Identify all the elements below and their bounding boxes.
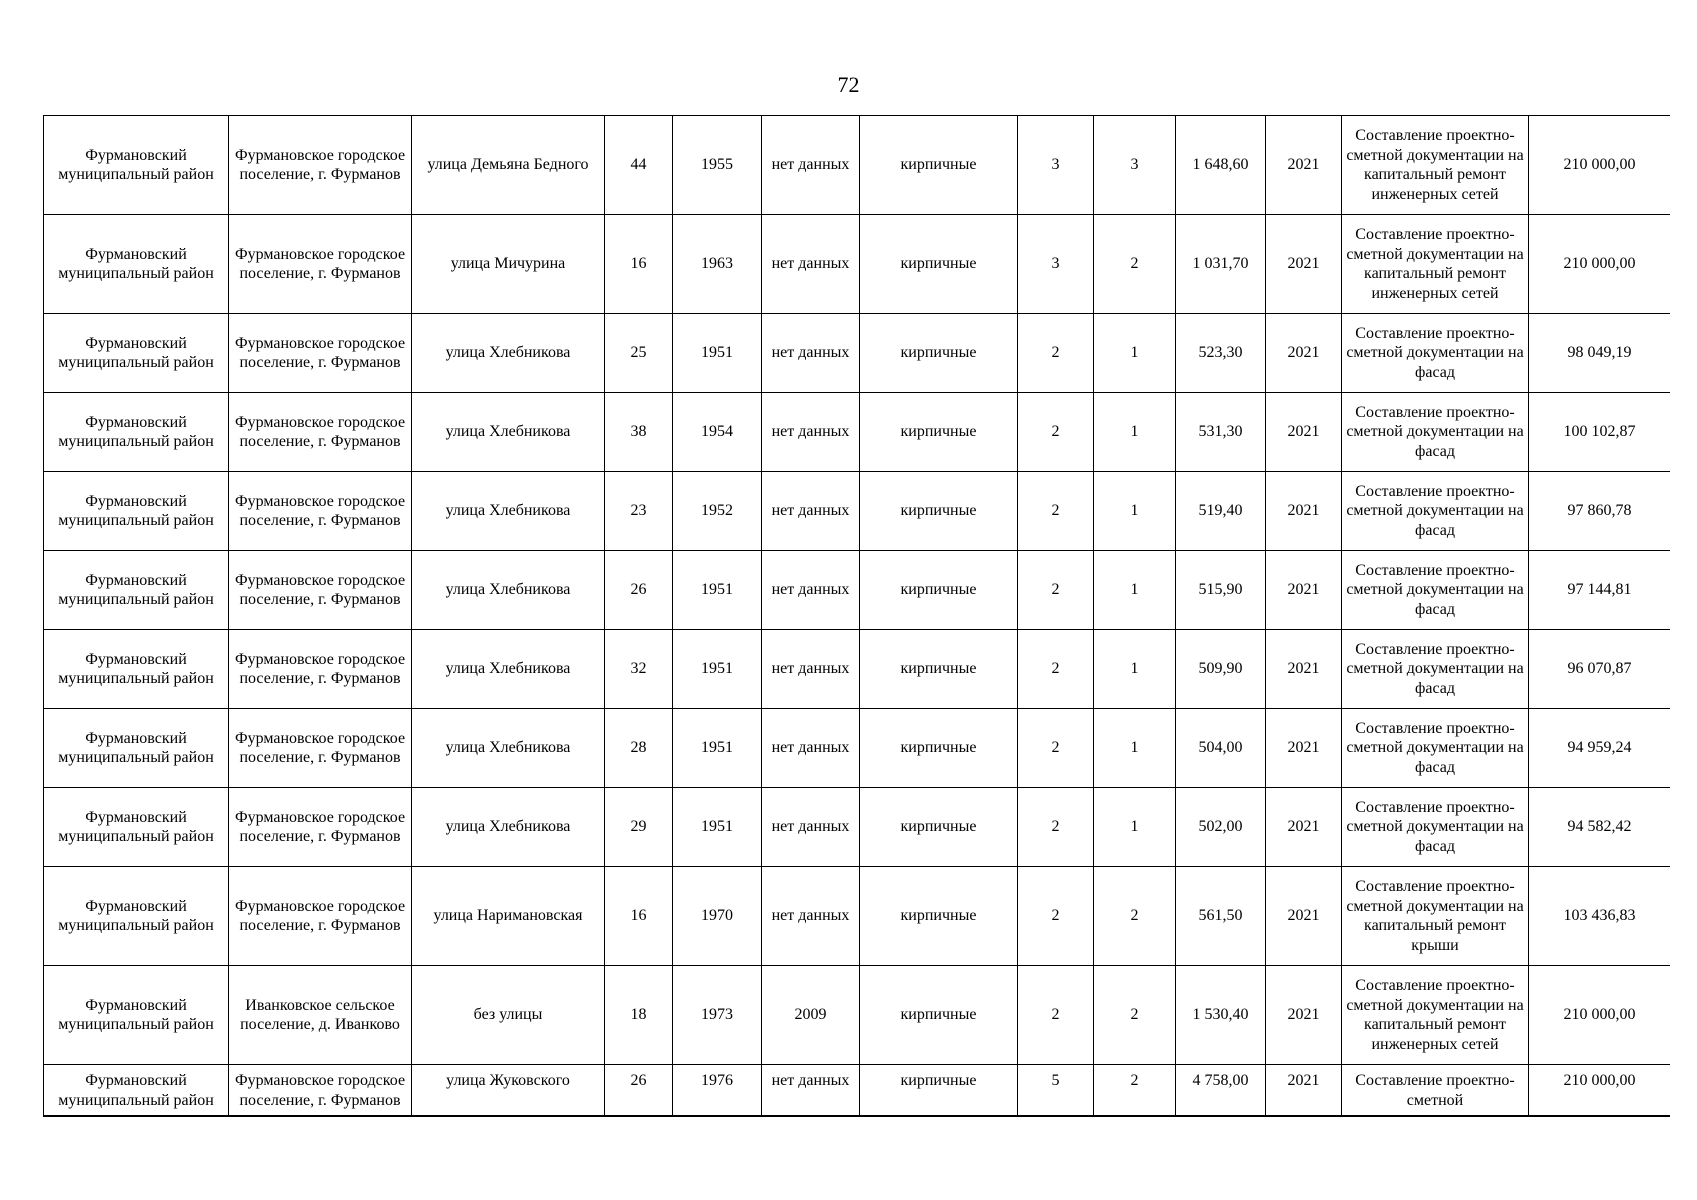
entrances-cell: 3 — [1094, 116, 1176, 215]
year-renovation-cell: нет данных — [762, 116, 860, 215]
plan-year-cell: 2021 — [1266, 788, 1342, 867]
entrances-cell: 1 — [1094, 472, 1176, 551]
work-type-cell: Составление проектно-сметной документации на фасад — [1342, 551, 1529, 630]
wall-material-cell: кирпичные — [860, 116, 1018, 215]
floors-cell: 3 — [1018, 116, 1094, 215]
area-cell: 1 648,60 — [1176, 116, 1266, 215]
wall-material-cell: кирпичные — [860, 551, 1018, 630]
floors-cell: 3 — [1018, 215, 1094, 314]
year-renovation-cell: 2009 — [762, 966, 860, 1065]
table-row — [44, 867, 1671, 966]
page-number: 72 — [837, 72, 860, 97]
street-cell: улица Наримановская — [412, 867, 605, 966]
year-built-cell: 1963 — [673, 215, 762, 314]
settlement-cell: Фурмановское городское поселение, г. Фурманов — [229, 472, 412, 551]
house-number-cell: 38 — [605, 393, 673, 472]
year-renovation-cell: нет данных — [762, 393, 860, 472]
year-built-cell: 1951 — [673, 788, 762, 867]
district-cell: Фурмановский муниципальный район — [44, 215, 229, 314]
cost-cell: 103 436,83 — [1529, 867, 1671, 966]
wall-material-cell: кирпичные — [860, 630, 1018, 709]
year-renovation-cell: нет данных — [762, 215, 860, 314]
cost-cell: 96 070,87 — [1529, 630, 1671, 709]
settlement-cell: Фурмановское городское поселение, г. Фурманов — [229, 116, 412, 215]
cost-cell: 94 582,42 — [1529, 788, 1671, 867]
house-number-cell: 16 — [605, 867, 673, 966]
year-built-cell: 1951 — [673, 551, 762, 630]
area-cell: 509,90 — [1176, 630, 1266, 709]
street-cell: улица Хлебникова — [412, 314, 605, 393]
year-built-cell: 1952 — [673, 472, 762, 551]
table-row — [44, 314, 1671, 393]
table-body — [44, 116, 1671, 1118]
plan-year-cell: 2021 — [1266, 1065, 1342, 1118]
district-cell: Фурмановский муниципальный район — [44, 1065, 229, 1118]
wall-material-cell: кирпичные — [860, 709, 1018, 788]
wall-material-cell: кирпичные — [860, 867, 1018, 966]
work-type-cell: Составление проектно-сметной документации на капитальный ремонт крыши — [1342, 867, 1529, 966]
settlement-cell: Фурмановское городское поселение, г. Фурманов — [229, 551, 412, 630]
settlement-cell: Фурмановское городское поселение, г. Фурманов — [229, 1065, 412, 1118]
floors-cell: 2 — [1018, 788, 1094, 867]
area-cell: 519,40 — [1176, 472, 1266, 551]
table-row — [44, 709, 1671, 788]
settlement-cell: Иванковское сельское поселение, д. Иванково — [229, 966, 412, 1065]
settlement-cell: Фурмановское городское поселение, г. Фурманов — [229, 393, 412, 472]
district-cell: Фурмановский муниципальный район — [44, 788, 229, 867]
district-cell: Фурмановский муниципальный район — [44, 630, 229, 709]
year-built-cell: 1951 — [673, 630, 762, 709]
floors-cell: 5 — [1018, 1065, 1094, 1118]
cost-cell: 210 000,00 — [1529, 116, 1671, 215]
plan-year-cell: 2021 — [1266, 314, 1342, 393]
table-row — [44, 788, 1671, 867]
entrances-cell: 2 — [1094, 867, 1176, 966]
table-row — [44, 966, 1671, 1065]
year-renovation-cell: нет данных — [762, 551, 860, 630]
work-type-cell: Составление проектно-сметной документации на фасад — [1342, 709, 1529, 788]
area-cell: 515,90 — [1176, 551, 1266, 630]
work-type-cell: Составление проектно-сметной документации на капитальный ремонт инженерных сетей — [1342, 215, 1529, 314]
entrances-cell: 1 — [1094, 314, 1176, 393]
year-built-cell: 1976 — [673, 1065, 762, 1118]
entrances-cell: 2 — [1094, 215, 1176, 314]
house-number-cell: 26 — [605, 551, 673, 630]
work-type-cell: Составление проектно-сметной документации на капитальный ремонт инженерных сетей — [1342, 116, 1529, 215]
year-renovation-cell: нет данных — [762, 1065, 860, 1118]
district-cell: Фурмановский муниципальный район — [44, 551, 229, 630]
plan-year-cell: 2021 — [1266, 393, 1342, 472]
settlement-cell: Фурмановское городское поселение, г. Фурманов — [229, 314, 412, 393]
plan-year-cell: 2021 — [1266, 867, 1342, 966]
wall-material-cell: кирпичные — [860, 215, 1018, 314]
year-renovation-cell: нет данных — [762, 630, 860, 709]
entrances-cell: 1 — [1094, 630, 1176, 709]
wall-material-cell: кирпичные — [860, 393, 1018, 472]
entrances-cell: 2 — [1094, 1065, 1176, 1118]
district-cell: Фурмановский муниципальный район — [44, 966, 229, 1065]
plan-year-cell: 2021 — [1266, 630, 1342, 709]
district-cell: Фурмановский муниципальный район — [44, 116, 229, 215]
floors-cell: 2 — [1018, 966, 1094, 1065]
table-row — [44, 472, 1671, 551]
cost-cell: 97 860,78 — [1529, 472, 1671, 551]
table-row — [44, 630, 1671, 709]
year-renovation-cell: нет данных — [762, 788, 860, 867]
data-table — [43, 115, 1670, 1117]
street-cell: улица Жуковского — [412, 1065, 605, 1118]
entrances-cell: 1 — [1094, 709, 1176, 788]
floors-cell: 2 — [1018, 867, 1094, 966]
wall-material-cell: кирпичные — [860, 1065, 1018, 1118]
house-number-cell: 28 — [605, 709, 673, 788]
work-type-cell: Составление проектно-сметной документации на фасад — [1342, 393, 1529, 472]
work-type-cell: Составление проектно-сметной документации на капитальный ремонт инженерных сетей — [1342, 966, 1529, 1065]
house-number-cell: 26 — [605, 1065, 673, 1118]
cost-cell: 210 000,00 — [1529, 215, 1671, 314]
cost-cell: 94 959,24 — [1529, 709, 1671, 788]
area-cell: 1 031,70 — [1176, 215, 1266, 314]
work-type-cell: Составление проектно-сметной документации на фасад — [1342, 630, 1529, 709]
cost-cell: 98 049,19 — [1529, 314, 1671, 393]
street-cell: улица Хлебникова — [412, 709, 605, 788]
year-renovation-cell: нет данных — [762, 867, 860, 966]
house-number-cell: 25 — [605, 314, 673, 393]
plan-year-cell: 2021 — [1266, 551, 1342, 630]
floors-cell: 2 — [1018, 709, 1094, 788]
work-type-cell: Составление проектно-сметной документации на фасад — [1342, 314, 1529, 393]
street-cell: улица Хлебникова — [412, 630, 605, 709]
cost-cell: 210 000,00 — [1529, 966, 1671, 1065]
street-cell: улица Мичурина — [412, 215, 605, 314]
year-built-cell: 1970 — [673, 867, 762, 966]
area-cell: 523,30 — [1176, 314, 1266, 393]
cost-cell: 100 102,87 — [1529, 393, 1671, 472]
work-type-cell: Составление проектно-сметной документации на фасад — [1342, 788, 1529, 867]
table-row — [44, 1065, 1671, 1118]
settlement-cell: Фурмановское городское поселение, г. Фурманов — [229, 788, 412, 867]
table-row — [44, 116, 1671, 215]
table-container — [43, 115, 1670, 1117]
house-number-cell: 23 — [605, 472, 673, 551]
entrances-cell: 1 — [1094, 788, 1176, 867]
wall-material-cell: кирпичные — [860, 966, 1018, 1065]
wall-material-cell: кирпичные — [860, 314, 1018, 393]
area-cell: 504,00 — [1176, 709, 1266, 788]
district-cell: Фурмановский муниципальный район — [44, 393, 229, 472]
area-cell: 4 758,00 — [1176, 1065, 1266, 1118]
year-renovation-cell: нет данных — [762, 709, 860, 788]
district-cell: Фурмановский муниципальный район — [44, 867, 229, 966]
floors-cell: 2 — [1018, 393, 1094, 472]
street-cell: улица Демьяна Бедного — [412, 116, 605, 215]
floors-cell: 2 — [1018, 630, 1094, 709]
house-number-cell: 44 — [605, 116, 673, 215]
area-cell: 531,30 — [1176, 393, 1266, 472]
street-cell: улица Хлебникова — [412, 472, 605, 551]
plan-year-cell: 2021 — [1266, 709, 1342, 788]
year-built-cell: 1955 — [673, 116, 762, 215]
wall-material-cell: кирпичные — [860, 788, 1018, 867]
plan-year-cell: 2021 — [1266, 472, 1342, 551]
year-built-cell: 1954 — [673, 393, 762, 472]
work-type-cell: Составление проектно-сметной документации на фасад — [1342, 472, 1529, 551]
house-number-cell: 29 — [605, 788, 673, 867]
area-cell: 1 530,40 — [1176, 966, 1266, 1065]
plan-year-cell: 2021 — [1266, 116, 1342, 215]
settlement-cell: Фурмановское городское поселение, г. Фурманов — [229, 867, 412, 966]
year-built-cell: 1951 — [673, 314, 762, 393]
table-row — [44, 393, 1671, 472]
area-cell: 502,00 — [1176, 788, 1266, 867]
floors-cell: 2 — [1018, 314, 1094, 393]
street-cell: улица Хлебникова — [412, 393, 605, 472]
district-cell: Фурмановский муниципальный район — [44, 472, 229, 551]
floors-cell: 2 — [1018, 472, 1094, 551]
settlement-cell: Фурмановское городское поселение, г. Фурманов — [229, 215, 412, 314]
district-cell: Фурмановский муниципальный район — [44, 314, 229, 393]
floors-cell: 2 — [1018, 551, 1094, 630]
entrances-cell: 1 — [1094, 393, 1176, 472]
plan-year-cell: 2021 — [1266, 215, 1342, 314]
wall-material-cell: кирпичные — [860, 472, 1018, 551]
year-renovation-cell: нет данных — [762, 472, 860, 551]
house-number-cell: 32 — [605, 630, 673, 709]
street-cell: улица Хлебникова — [412, 551, 605, 630]
cost-cell: 210 000,00 — [1529, 1065, 1671, 1118]
work-type-cell: Составление проектно-сметной — [1342, 1065, 1529, 1118]
table-row — [44, 551, 1671, 630]
street-cell: без улицы — [412, 966, 605, 1065]
street-cell: улица Хлебникова — [412, 788, 605, 867]
settlement-cell: Фурмановское городское поселение, г. Фурманов — [229, 709, 412, 788]
year-built-cell: 1973 — [673, 966, 762, 1065]
plan-year-cell: 2021 — [1266, 966, 1342, 1065]
table-row — [44, 215, 1671, 314]
house-number-cell: 18 — [605, 966, 673, 1065]
entrances-cell: 1 — [1094, 551, 1176, 630]
district-cell: Фурмановский муниципальный район — [44, 709, 229, 788]
house-number-cell: 16 — [605, 215, 673, 314]
settlement-cell: Фурмановское городское поселение, г. Фурманов — [229, 630, 412, 709]
year-built-cell: 1951 — [673, 709, 762, 788]
entrances-cell: 2 — [1094, 966, 1176, 1065]
area-cell: 561,50 — [1176, 867, 1266, 966]
year-renovation-cell: нет данных — [762, 314, 860, 393]
cost-cell: 97 144,81 — [1529, 551, 1671, 630]
